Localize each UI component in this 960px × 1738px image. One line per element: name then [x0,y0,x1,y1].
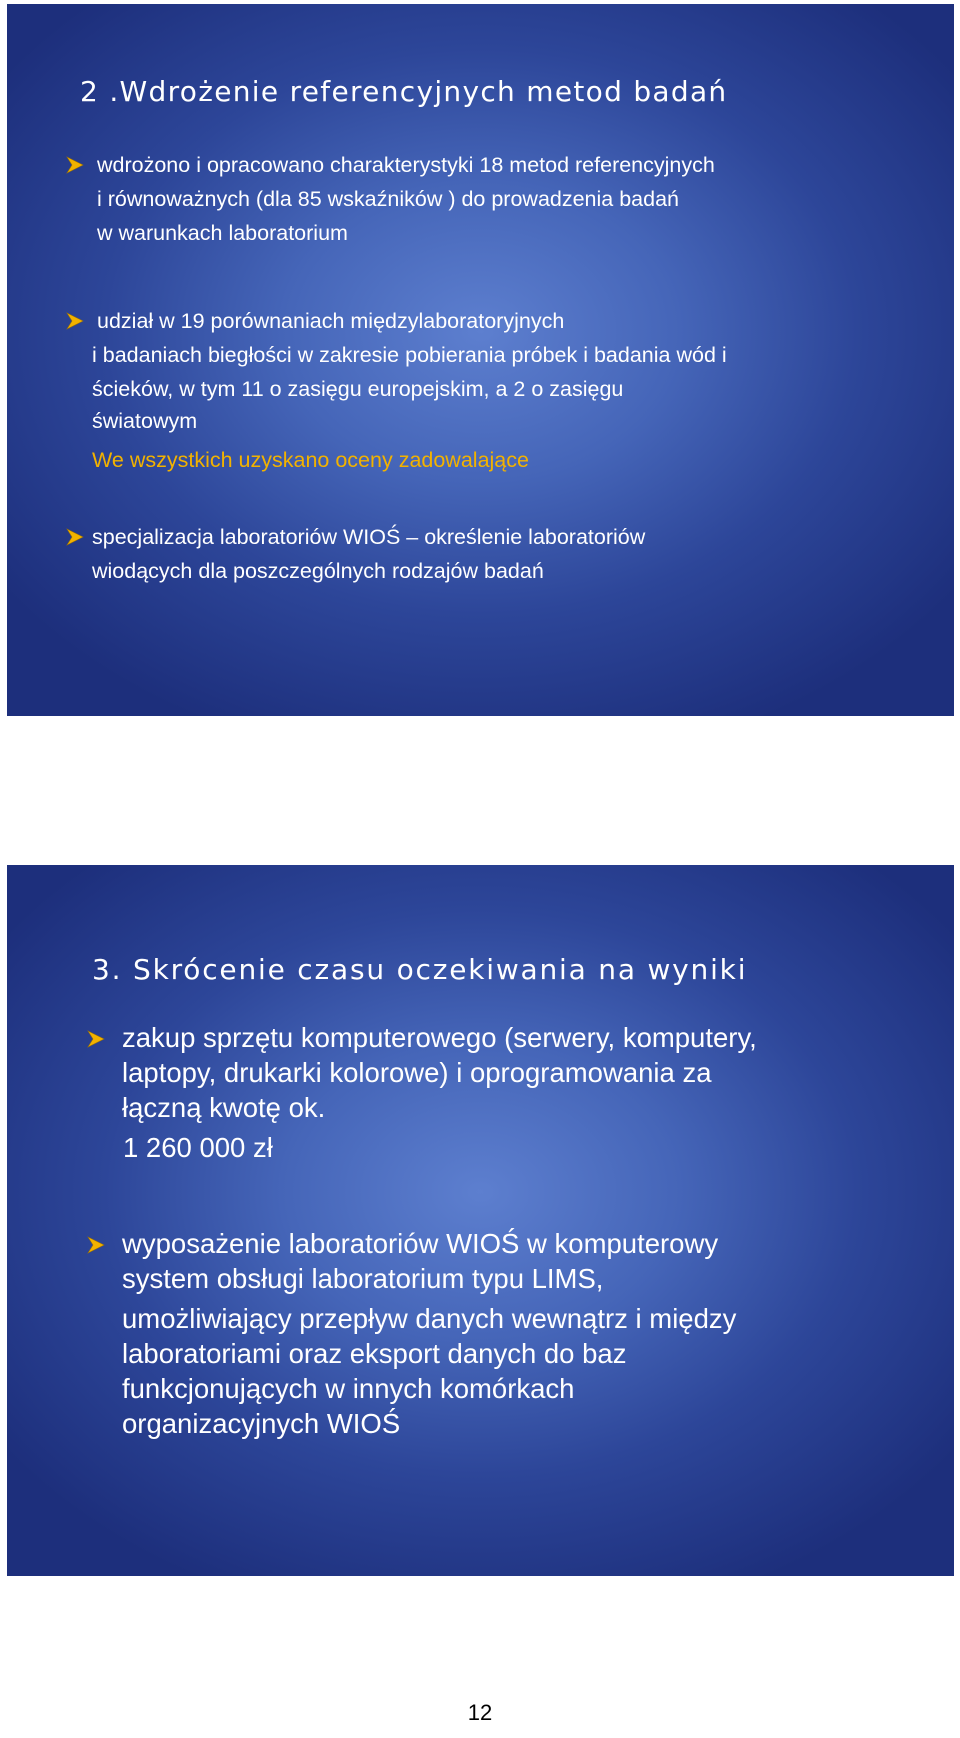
highlight-note: We wszystkich uzyskano oceny zadowalające [92,448,529,472]
bullet-text: w warunkach laboratorium [97,221,348,245]
slide-1 [7,4,954,716]
bullet-text: wdrożono i opracowano charakterystyki 18 metod referencyjnych [97,153,715,177]
bullet-text: wiodących dla poszczególnych rodzajów badań [92,559,544,583]
arrow-bullet-icon [66,156,84,174]
bullet-text: organizacyjnych WIOŚ [122,1408,401,1439]
page-number: 12 [467,1700,493,1725]
bullet-text: i badaniach biegłości w zakresie pobierania próbek i badania wód i [92,343,727,367]
bullet-item [87,1226,736,1441]
bullet-item [66,520,645,588]
bullet-text: laptopy, drukarki kolorowe) i oprogramowania za [122,1057,712,1088]
bullet-text: funkcjonujących w innych komórkach [122,1373,575,1404]
bullet-item [66,304,727,477]
bullet-text: zakup sprzętu komputerowego (serwery, komputery, [122,1022,757,1053]
bullet-text: laboratoriami oraz eksport danych do baz [122,1338,627,1369]
bullet-text: łączną kwotę ok. [122,1092,326,1123]
bullet-item [87,1020,757,1165]
slide-2-title: 3. Skrócenie czasu oczekiwania na wyniki [92,953,748,986]
arrow-bullet-icon [87,1236,105,1254]
slide-1-title: 2 .Wdrożenie referencyjnych metod badań [80,75,728,108]
bullet-text: wyposażenie laboratoriów WIOŚ w komputerowy [122,1228,719,1259]
bullet-text: ścieków, w tym 11 o zasięgu europejskim, a 2 o zasięgu [92,377,624,401]
arrow-bullet-icon [87,1030,105,1048]
slide-2 [7,865,954,1576]
arrow-bullet-icon [66,528,84,546]
bullet-item [66,148,715,250]
amount-value: 1 260 000 zł [123,1132,273,1163]
bullet-text: światowym [92,409,198,433]
bullet-text: system obsługi laboratorium typu LIMS, [122,1263,604,1294]
bullet-text: i równoważnych (dla 85 wskaźników ) do prowadzenia badań [97,187,680,211]
arrow-bullet-icon [66,312,84,330]
bullet-text: umożliwiający przepływ danych wewnątrz i między [122,1303,737,1334]
bullet-text: specjalizacja laboratoriów WIOŚ – określenie laboratoriów [92,525,646,549]
bullet-text: udział w 19 porównaniach międzylaboratoryjnych [97,309,565,333]
